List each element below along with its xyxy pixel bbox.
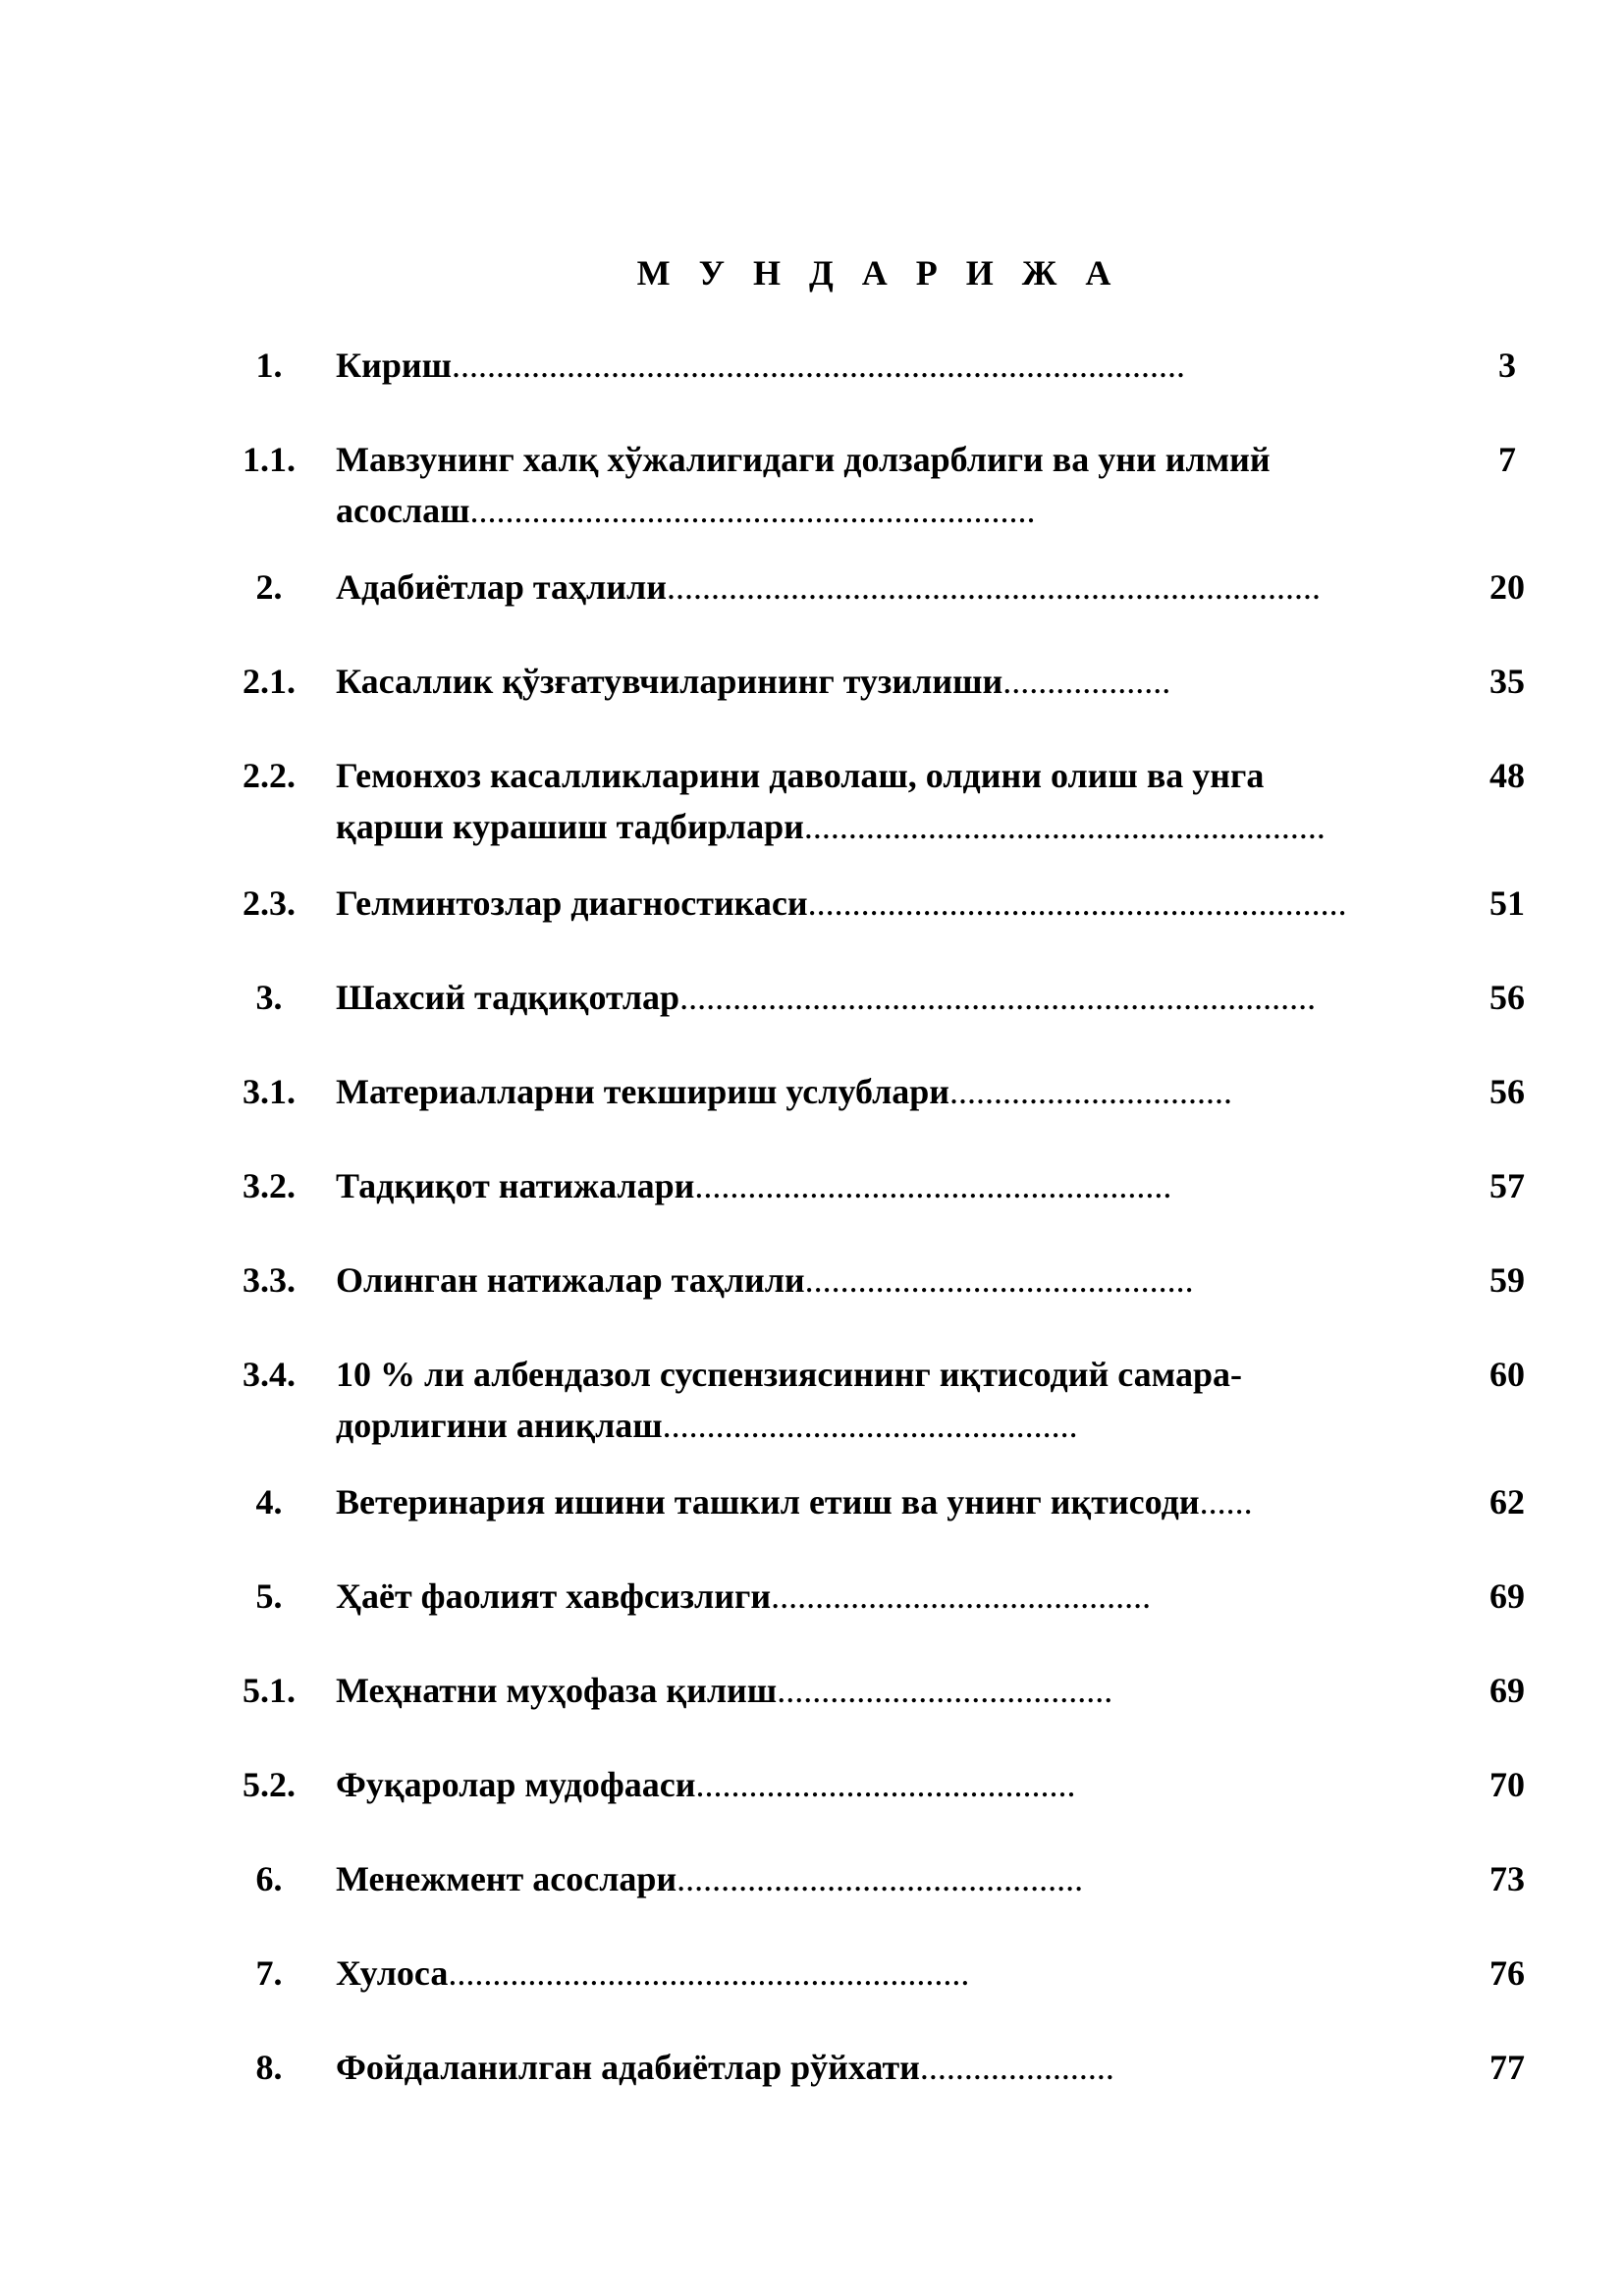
toc-entry-number: 5. [255,1576,283,1616]
toc-entry-title-line: Мавзунинг халқ хўжалигидаги долзарблиги ва уни илмий [336,440,1271,479]
toc-entry-title-line: қарши курашиш тадбирлари [336,807,804,846]
toc-entry-title-line: Фойдаланилган адабиётлар рўйхати [336,2048,920,2087]
toc-page-number: 35 [1489,662,1525,701]
toc-entry-number: 2.3. [243,883,296,923]
toc-entry-title-line: асослаш [336,491,470,530]
toc-entry-title [336,1665,1416,1716]
toc-entry-number: 1. [255,346,283,385]
toc-entry-title-line: Ветеринария ишини ташкил етиш ва унинг иқтисоди [336,1482,1200,1522]
toc-leader-dots: ............................................................. [807,883,1347,923]
toc-entry-title [336,340,1416,391]
toc-entry-title-line: Гемонхоз касалликларини даволаш, олдини олиш ва унга [336,756,1265,795]
toc-leader-dots: ................... [1002,662,1171,701]
toc-entry-title [336,1160,1416,1211]
toc-entry-title-line: Ҳаёт фаолият хавфсизлиги [336,1576,772,1616]
toc-page-number: 59 [1489,1260,1525,1300]
toc-entry-title [336,656,1416,707]
toc-entry-title [336,1349,1416,1451]
toc-leader-dots: ................................ [949,1072,1233,1111]
toc-leader-dots: ................................................................ [469,491,1036,530]
toc-entry-title-line: Менежмент асослари [336,1859,677,1898]
toc-entry-title-line: Фуқаролар мудофааси [336,1765,696,1804]
toc-leader-dots: ........................................................................ [679,978,1317,1017]
toc-entry-title-line: Материалларни текшириш услублари [336,1072,950,1111]
toc-entry-title-line: 10 % ли албендазол суспензиясининг иқтисодий самара- [336,1355,1242,1394]
toc-leader-dots: ...... [1199,1482,1253,1522]
toc-entry-title-line: Меҳнатни муҳофаза қилиш [336,1671,778,1710]
toc-leader-dots: ........................................... [771,1576,1152,1616]
toc-page-number: 56 [1489,978,1525,1017]
toc-entry-title-line: Шахсий тадқиқотлар [336,978,680,1017]
toc-page-number: 70 [1489,1765,1525,1804]
toc-entry-title-line: дорлигини аниқлаш [336,1406,663,1445]
toc-entry-title [336,1571,1416,1622]
toc-entry-number: 2.2. [243,756,296,795]
toc-leader-dots: ........................................................... [448,1953,970,1993]
toc-entry-number: 2. [255,567,283,607]
toc-entry-title [336,878,1416,929]
toc-leader-dots: .............................................. [677,1859,1084,1898]
toc-entry-title [336,1948,1416,1999]
toc-entry-number: 5.2. [243,1765,296,1804]
toc-entry-number: 3.4. [243,1355,296,1394]
toc-page-number: 7 [1498,440,1516,479]
toc-leader-dots: ...................................... [777,1671,1113,1710]
toc-entry-number: 2.1. [243,662,296,701]
toc-entry-title-line: Кириш [336,346,453,385]
toc-page-number: 56 [1489,1072,1525,1111]
toc-page-number: 48 [1489,756,1525,795]
toc-leader-dots: ........................................... [695,1765,1076,1804]
toc-entry-title-line: Тадқиқот натижалари [336,1166,695,1205]
toc-entry-title [336,1066,1416,1117]
toc-entry-title [336,1853,1416,1904]
toc-page-number: 57 [1489,1166,1525,1205]
toc-entry-title-line: Олинган натижалар таҳлили [336,1260,805,1300]
toc-entry-number: 3. [255,978,283,1017]
toc-page-number: 69 [1489,1671,1525,1710]
toc-entry-title [336,561,1416,613]
toc-leader-dots: ........................................................... [803,807,1326,846]
toc-page-number: 62 [1489,1482,1525,1522]
toc-page-number: 76 [1489,1953,1525,1993]
toc-entry-title-line: Гелминтозлар диагностикаси [336,883,808,923]
toc-entry-number: 1.1. [243,440,296,479]
toc-entry-title [336,2042,1416,2093]
toc-page-number: 69 [1489,1576,1525,1616]
toc-entry-title [336,1476,1416,1527]
toc-entry-number: 3.1. [243,1072,296,1111]
toc-page-number: 60 [1489,1355,1525,1394]
toc-entry-number: 6. [255,1859,283,1898]
toc-leader-dots: ...................... [919,2048,1114,2087]
toc-leader-dots: ............................................ [804,1260,1194,1300]
toc-entry-number: 3.3. [243,1260,296,1300]
toc-page-number: 3 [1498,346,1516,385]
toc-entry-number: 7. [255,1953,283,1993]
page-title: М У Н Д А Р И Ж А [636,253,1121,293]
toc-entry-number: 4. [255,1482,283,1522]
toc-leader-dots: ................................................................................... [452,346,1186,385]
toc-entry-number: 5.1. [243,1671,296,1710]
toc-page-number: 73 [1489,1859,1525,1898]
toc-entry-number: 8. [255,2048,283,2087]
toc-page-number: 77 [1489,2048,1525,2087]
toc-leader-dots: ............................................... [662,1406,1078,1445]
toc-page-number: 20 [1489,567,1525,607]
toc-entry-title-line: Хулоса [336,1953,449,1993]
toc-entry-number: 3.2. [243,1166,296,1205]
toc-entry-title [336,972,1416,1023]
toc-entry-title [336,1255,1416,1306]
toc-leader-dots: .......................................................................... [666,567,1321,607]
toc-leader-dots: ...................................................... [694,1166,1172,1205]
toc-entry-title [336,434,1416,536]
toc-entry-title [336,1759,1416,1810]
toc-entry-title-line: Касаллик қўзғатувчиларининг тузилиши [336,662,1003,701]
toc-entry-title [336,750,1416,852]
toc-page-number: 51 [1489,883,1525,923]
toc-entry-title-line: Адабиётлар таҳлили [336,567,667,607]
